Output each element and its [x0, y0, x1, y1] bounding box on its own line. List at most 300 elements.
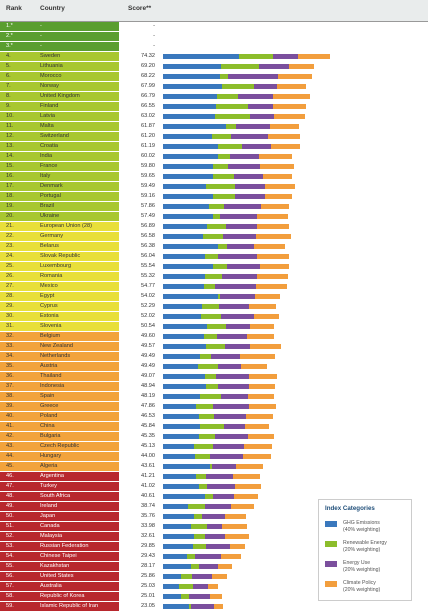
energy-use-segment — [189, 594, 209, 599]
country-cell: European Union (28) — [40, 223, 92, 229]
rank-cell: 1.* — [6, 23, 13, 29]
ghg-segment — [163, 514, 194, 519]
ghg-segment — [163, 604, 189, 609]
score-cell: 66.55 — [141, 103, 155, 109]
legend-label-line1: Energy Use — [343, 560, 371, 566]
score-column-header: Score** — [128, 5, 152, 12]
ghg-segment — [163, 214, 213, 219]
ghg-segment — [163, 234, 203, 239]
ghg-segment — [163, 254, 205, 259]
country-cell: Slovenia — [40, 323, 62, 329]
rank-cell: 57. — [6, 583, 14, 589]
energy-use-segment — [199, 564, 218, 569]
row-band — [0, 292, 119, 301]
climate-policy-segment — [250, 344, 280, 349]
climate-policy-segment — [249, 384, 274, 389]
ghg-segment — [163, 524, 191, 529]
climate-policy-segment — [273, 104, 306, 109]
energy-use-segment — [192, 574, 212, 579]
score-cell: 61.20 — [141, 133, 155, 139]
score-cell: 45.13 — [141, 443, 155, 449]
renewable-segment — [205, 374, 216, 379]
legend-title: Index Categories — [325, 505, 375, 512]
score-cell: 48.19 — [141, 393, 155, 399]
rank-cell: 7. — [6, 83, 11, 89]
country-cell: Malaysia — [40, 533, 63, 539]
legend-label-line2: (40% weighting) — [343, 526, 381, 533]
renewable-segment — [199, 484, 207, 489]
renewable-segment — [206, 344, 225, 349]
ghg-segment — [163, 274, 205, 279]
energy-use-segment — [228, 164, 261, 169]
country-cell: Germany — [40, 233, 64, 239]
rank-cell: 38. — [6, 393, 14, 399]
renewable-segment — [205, 254, 218, 259]
ghg-segment — [163, 554, 187, 559]
score-cell: 55.32 — [141, 273, 155, 279]
legend-label — [343, 580, 409, 593]
country-column-header: Country — [40, 5, 65, 12]
rank-cell: 12. — [6, 133, 14, 139]
climate-policy-segment — [257, 214, 287, 219]
energy-use-segment — [238, 94, 273, 99]
renewable-segment — [207, 324, 226, 329]
country-cell: Ireland — [40, 503, 58, 509]
renewable-segment — [213, 164, 227, 169]
energy-use-segment — [231, 134, 268, 139]
renewable-segment — [213, 174, 234, 179]
rank-cell: 30. — [6, 313, 14, 319]
row-band — [0, 212, 119, 221]
energy-use-segment — [216, 374, 249, 379]
score-cell: 45.35 — [141, 433, 155, 439]
renewable-segment — [191, 564, 199, 569]
rank-cell: 13. — [6, 143, 14, 149]
row-band — [0, 282, 119, 291]
country-cell: Islamic Republic of Iran — [40, 603, 99, 609]
row-band — [0, 512, 119, 521]
country-cell: Sweden — [40, 53, 61, 59]
country-cell: Slovak Republic — [40, 253, 81, 259]
energy-use-segment — [242, 144, 271, 149]
rank-cell: 40. — [6, 413, 14, 419]
renewable-segment — [200, 394, 221, 399]
score-cell: 63.02 — [141, 113, 155, 119]
legend — [318, 499, 412, 601]
country-cell: Austria — [40, 363, 58, 369]
climate-policy-segment — [247, 334, 274, 339]
climate-policy-segment — [218, 564, 232, 569]
climate-policy-segment — [236, 464, 262, 469]
renewable-segment — [187, 554, 195, 559]
row-band — [0, 302, 119, 311]
renewable-segment — [226, 124, 236, 129]
score-cell: 56.58 — [141, 233, 155, 239]
ghg-segment — [163, 194, 213, 199]
score-cell: 55.54 — [141, 263, 155, 269]
country-cell: Norway — [40, 83, 59, 89]
ghg-segment — [163, 484, 199, 489]
climate-policy-segment — [235, 484, 261, 489]
renewable-segment — [201, 314, 221, 319]
score-cell: 67.99 — [141, 83, 155, 89]
rank-cell: 3.* — [6, 43, 13, 49]
score-cell: 25.86 — [141, 573, 155, 579]
energy-use-segment — [205, 534, 225, 539]
renewable-segment — [199, 414, 214, 419]
climate-policy-segment — [257, 254, 290, 259]
score-cell: 29.85 — [141, 543, 155, 549]
climate-policy-segment — [225, 514, 246, 519]
renewable-segment — [206, 184, 234, 189]
row-band — [0, 502, 119, 511]
country-cell: Hungary — [40, 453, 62, 459]
country-cell: Kazakhstan — [40, 563, 70, 569]
rank-cell: 36. — [6, 373, 14, 379]
country-cell: Australia — [40, 583, 62, 589]
country-cell: Russian Federation — [40, 543, 89, 549]
renewable-segment — [191, 524, 207, 529]
score-cell: 52.02 — [141, 313, 155, 319]
energy-use-segment — [230, 154, 259, 159]
legend-label — [343, 520, 409, 533]
rank-cell: 53. — [6, 543, 14, 549]
climate-policy-segment — [255, 294, 280, 299]
score-cell: 38.74 — [141, 503, 155, 509]
energy-use-segment — [234, 174, 263, 179]
score-cell: 46.53 — [141, 413, 155, 419]
ghg-segment — [163, 354, 200, 359]
ghg-segment — [163, 154, 218, 159]
row-band — [0, 422, 119, 431]
score-cell: 60.02 — [141, 153, 155, 159]
ghg-segment — [163, 584, 179, 589]
country-cell: Poland — [40, 413, 58, 419]
ghg-segment — [163, 504, 188, 509]
energy-use-segment — [222, 274, 257, 279]
renewable-segment — [221, 64, 259, 69]
energy-use-segment — [250, 114, 274, 119]
rank-cell: 22. — [6, 233, 14, 239]
country-cell: Switzerland — [40, 133, 69, 139]
rank-cell: 39. — [6, 403, 14, 409]
score-cell: 25.01 — [141, 593, 155, 599]
country-cell: Luxembourg — [40, 263, 72, 269]
ghg-segment — [163, 284, 204, 289]
rank-cell: 28. — [6, 293, 14, 299]
country-cell: Malta — [40, 123, 54, 129]
score-cell: 35.76 — [141, 513, 155, 519]
climate-policy-segment — [249, 374, 277, 379]
rank-cell: 59. — [6, 603, 14, 609]
legend-label-line1: Renewable Energy — [343, 540, 387, 546]
rank-cell: 15. — [6, 163, 14, 169]
country-cell: Thailand — [40, 373, 62, 379]
ghg-segment — [163, 444, 194, 449]
country-cell: Republic of Korea — [40, 593, 85, 599]
rank-cell: 42. — [6, 433, 14, 439]
ghg-segment — [163, 84, 222, 89]
country-cell: Canada — [40, 523, 60, 529]
climate-policy-segment — [248, 434, 274, 439]
ghg-segment — [163, 394, 200, 399]
rank-cell: 55. — [6, 563, 14, 569]
rank-cell: 44. — [6, 453, 14, 459]
rank-cell: 10. — [6, 113, 14, 119]
renewable-segment — [205, 494, 213, 499]
renewable-segment — [213, 214, 220, 219]
score-cell: 47.86 — [141, 403, 155, 409]
ghg-segment — [163, 264, 213, 269]
row-band — [0, 202, 119, 211]
climate-policy-segment — [240, 354, 275, 359]
energy-use-segment — [236, 124, 269, 129]
legend-label-line1: Climate Policy — [343, 580, 376, 586]
country-cell: Japan — [40, 513, 56, 519]
country-cell: Chinese Taipei — [40, 553, 77, 559]
score-cell: 32.61 — [141, 533, 155, 539]
country-cell: Egypt — [40, 293, 55, 299]
row-band — [0, 102, 119, 111]
energy-use-segment — [259, 64, 289, 69]
rank-cell: 54. — [6, 553, 14, 559]
ghg-segment — [163, 294, 218, 299]
row-band — [0, 22, 119, 31]
ghg-segment — [163, 344, 206, 349]
climate-policy-segment — [234, 494, 258, 499]
country-cell: Latvia — [40, 113, 55, 119]
ghg-segment — [163, 494, 205, 499]
ghg-segment — [163, 474, 196, 479]
climate-policy-segment — [212, 574, 227, 579]
energy-use-segment — [210, 454, 243, 459]
row-band — [0, 172, 119, 181]
energy-use-segment — [221, 394, 247, 399]
rank-cell: 41. — [6, 423, 14, 429]
row-band — [0, 32, 119, 41]
score-cell: 25.03 — [141, 583, 155, 589]
ghg-segment — [163, 544, 193, 549]
climate-policy-segment — [254, 314, 279, 319]
climate-policy-segment — [231, 504, 255, 509]
renewable-segment — [213, 264, 227, 269]
score-cell: 48.94 — [141, 383, 155, 389]
table-header — [0, 0, 428, 21]
climate-policy-segment — [214, 604, 224, 609]
energy-use-segment — [215, 284, 256, 289]
score-cell: 29.43 — [141, 553, 155, 559]
energy-use-segment — [220, 294, 255, 299]
climate-policy-segment — [233, 474, 260, 479]
climate-policy-segment — [244, 444, 272, 449]
row-band — [0, 312, 119, 321]
energy-use-segment — [214, 414, 246, 419]
energy-use-segment — [224, 424, 245, 429]
country-cell: Morocco — [40, 73, 62, 79]
rank-cell: 2.* — [6, 33, 13, 39]
climate-policy-segment — [273, 94, 311, 99]
rank-cell: 24. — [6, 253, 14, 259]
energy-use-segment — [218, 364, 241, 369]
climate-policy-segment — [210, 594, 222, 599]
renewable-segment — [209, 204, 225, 209]
renewable-segment — [194, 534, 205, 539]
climate-policy-segment — [265, 194, 292, 199]
renewable-segment — [203, 234, 223, 239]
rank-cell: 8. — [6, 93, 11, 99]
country-cell: Netherlands — [40, 353, 71, 359]
energy-use-segment — [212, 464, 237, 469]
score-cell: 59.80 — [141, 163, 155, 169]
country-cell: Portugal — [40, 193, 61, 199]
rank-cell: 37. — [6, 383, 14, 389]
climate-policy-segment — [245, 424, 268, 429]
climate-policy-segment — [249, 404, 276, 409]
row-band — [0, 412, 119, 421]
energy-use-segment — [207, 484, 236, 489]
climate-policy-segment — [260, 164, 293, 169]
climate-policy-segment — [270, 124, 300, 129]
rank-column-header: Rank — [6, 5, 22, 12]
climate-policy-segment — [254, 244, 285, 249]
climate-policy-segment — [257, 224, 290, 229]
renewable-segment — [213, 194, 235, 199]
climate-policy-segment — [246, 414, 273, 419]
country-cell: South Africa — [40, 493, 71, 499]
legend-label-line2: (20% weighting) — [343, 546, 381, 553]
ghg-segment — [163, 144, 218, 149]
score-cell: 57.49 — [141, 213, 155, 219]
ghg-segment — [163, 534, 194, 539]
country-cell: Greece — [40, 403, 59, 409]
country-cell: Mexico — [40, 283, 58, 289]
renewable-segment — [212, 134, 231, 139]
country-cell: New Zealand — [40, 343, 73, 349]
rank-cell: 50. — [6, 513, 14, 519]
country-cell: Romania — [40, 273, 63, 279]
rank-cell: 14. — [6, 153, 14, 159]
row-band — [0, 242, 119, 251]
row-band — [0, 362, 119, 371]
rank-cell: 25. — [6, 263, 14, 269]
ghg-segment — [163, 574, 181, 579]
country-cell: - — [40, 33, 42, 39]
rank-cell: 20. — [6, 213, 14, 219]
ghg-segment — [163, 454, 195, 459]
renewable-segment — [218, 144, 242, 149]
ghg-segment — [163, 334, 204, 339]
country-cell: France — [40, 163, 58, 169]
energy-use-segment — [219, 304, 249, 309]
country-cell: Belarus — [40, 243, 59, 249]
rank-cell: 32. — [6, 333, 14, 339]
ghg-segment — [163, 314, 201, 319]
renewable-segment — [204, 334, 217, 339]
ghg-segment — [163, 324, 207, 329]
country-cell: United States — [40, 573, 74, 579]
legend-label-line2: (20% weighting) — [343, 586, 381, 593]
score-cell: 52.29 — [141, 303, 155, 309]
climate-policy-segment — [274, 114, 305, 119]
row-band — [0, 142, 119, 151]
climate-policy-segment — [256, 234, 291, 239]
climate-policy-segment — [257, 274, 287, 279]
score-cell: 74.32 — [141, 53, 155, 59]
legend-label — [343, 540, 409, 553]
energy-use-segment — [213, 444, 244, 449]
energy-use-segment — [226, 324, 250, 329]
renewable-segment — [188, 504, 204, 509]
energy-use-segment — [227, 244, 254, 249]
renewable-segment — [198, 364, 218, 369]
ghg-segment — [163, 594, 181, 599]
renewable-segment — [239, 54, 273, 59]
ghg-segment — [163, 164, 213, 169]
country-cell: - — [40, 43, 42, 49]
renewable-segment — [199, 434, 215, 439]
climate-policy-segment — [289, 64, 314, 69]
ghg-segment — [163, 174, 213, 179]
ghg-segment — [163, 104, 216, 109]
energy-use-segment — [191, 604, 214, 609]
rank-cell: 48. — [6, 493, 14, 499]
climate-policy-segment — [259, 154, 291, 159]
energy-use-segment — [218, 384, 249, 389]
legend-swatch — [325, 561, 337, 567]
score-cell: 66.79 — [141, 93, 155, 99]
energy-use-segment — [195, 554, 221, 559]
rank-cell: 56. — [6, 573, 14, 579]
energy-use-segment — [193, 584, 208, 589]
climate-policy-segment — [225, 534, 249, 539]
energy-use-segment — [227, 264, 260, 269]
score-cell: 43.61 — [141, 463, 155, 469]
country-cell: Argentina — [40, 473, 64, 479]
energy-use-segment — [235, 184, 265, 189]
score-cell: 28.17 — [141, 563, 155, 569]
country-cell: United Kingdom — [40, 93, 80, 99]
climate-policy-segment — [243, 454, 271, 459]
country-cell: Finland — [40, 103, 59, 109]
ghg-segment — [163, 304, 202, 309]
energy-use-segment — [207, 524, 222, 529]
climate-policy-segment — [277, 84, 306, 89]
country-cell: Spain — [40, 393, 55, 399]
climate-policy-segment — [256, 284, 287, 289]
energy-use-segment — [213, 494, 234, 499]
legend-label-line2: (20% weighting) — [343, 566, 381, 573]
legend-swatch — [325, 521, 337, 527]
row-band — [0, 42, 119, 51]
rank-cell: 23. — [6, 243, 14, 249]
score-cell: 23.05 — [141, 603, 155, 609]
country-cell: Turkey — [40, 483, 57, 489]
score-cell: - — [153, 43, 155, 49]
country-cell: Algeria — [40, 463, 58, 469]
ghg-segment — [163, 374, 205, 379]
energy-use-segment — [211, 354, 240, 359]
climate-policy-segment — [222, 524, 247, 529]
climate-policy-segment — [298, 54, 330, 59]
rank-cell: 16. — [6, 173, 14, 179]
rank-cell: 4. — [6, 53, 11, 59]
rank-cell: 29. — [6, 303, 14, 309]
rank-cell: 9. — [6, 103, 11, 109]
row-band — [0, 392, 119, 401]
rank-cell: 43. — [6, 443, 14, 449]
row-band — [0, 402, 119, 411]
renewable-segment — [200, 424, 224, 429]
